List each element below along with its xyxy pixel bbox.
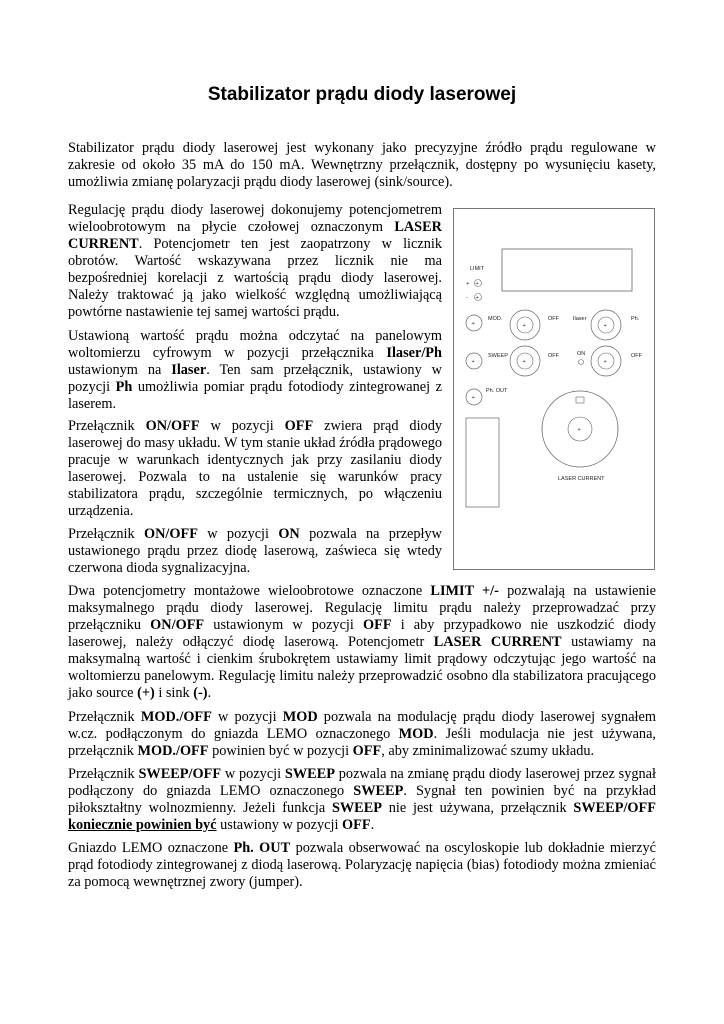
svg-text:+: +: [471, 395, 475, 401]
mod-label: MOD.: [488, 316, 503, 322]
svg-text:+: +: [475, 295, 479, 301]
svg-text:+: +: [603, 359, 607, 365]
on-off-paragraph: Przełącznik ON/OFF w pozycji OFF zwiera prąd diody laserowej do masy układu. W tym stanie układ źródła prądowego pracuje w warunkach identycznych jak przy zasilaniu diody laserowej. Pozwala to na ustalenie się warunków pracy stabilizatora prądu, szczególnie termicznych, po włączeniu urządzenia.: [68, 418, 442, 519]
limit-minus-label: -: [466, 295, 468, 301]
limit-paragraph: Dwa potencjometry montażowe wieloobrotowe oznaczone LIMIT +/- pozwalają na ustawienie maksymalnego prądu diody laserowej. Regulację limitu prądu należy przeprowadzać przy przełączniku ON/OFF ustawionym w pozycji OFF i aby przypadkowo nie uszkodzić diody laserowej, należy odłączyć diodę laserową. Potencjometr LASER CURRENT ustawiamy na maksymalną wartość i cienkim śrubokrętem ustawiamy limit prądowy odczytując jego wartość na woltomierzu panelowym. Regulację limitu należy przeprowadzić osobno dla stabilizatora pracującego jako source (+) i sink (-).: [68, 583, 656, 701]
intro-paragraph: Stabilizator prądu diody laserowej jest wykonany jako precyzyjne źródło prądu regulowane w zakresie od około 35 mA do 150 mA. Wewnętrzny przełącznik, dostępny po wysunięciu kasety, umożliwia zmianę polaryzacji prądu diody laserowej (sink/source).: [68, 140, 656, 190]
front-panel-diagram: [453, 208, 655, 570]
on-paragraph: Przełącznik ON/OFF w pozycji ON pozwala na przepływ ustawionego prądu przez diodę laserową, zaświeca się wtedy czerwona dioda sygnalizacyjna.: [68, 526, 442, 576]
ph-out-paragraph: Gniazdo LEMO oznaczone Ph. OUT pozwala obserwować na oscyloskopie lub dokładnie mierzyć prąd fotodiody zintegrowanej z diodą laserową. Polaryzację napięcia (bias) fotodiody można zmieniać za pomocą wewnętrznej zwory (jumper).: [68, 840, 656, 890]
laser-current-paragraph: Regulację prądu diody laserowej dokonujemy potencjometrem wieloobrotowym na płycie czołowej oznaczonym LASER CURRENT. Potencjometr ten jest zaopatrzony w licznik obrotów. Wartość wskazywana przez licznik nie ma bezpośredniej korelacji z wartością prądu diody laserowej. Należy traktować ją jako wielkość względną umożliwiającą powtórne nastawienie tej samej wartości prądu.: [68, 202, 442, 320]
laser-current-indicator: [576, 397, 584, 403]
ph-out-label: Ph. OUT: [486, 388, 508, 394]
ilaser-ph-paragraph: Ustawioną wartość prądu można odczytać na panelowym woltomierzu cyfrowym w pozycji przełącznika Ilaser/Ph ustawionym na Ilaser. Ten sam przełącznik, ustawiony w pozycji Ph umożliwia pomiar prądu fotodiody zintegrowanej z laserem.: [68, 328, 442, 412]
ph-label: Ph.: [631, 316, 640, 322]
svg-text:+: +: [577, 427, 581, 433]
limit-label: LIMIT: [470, 266, 485, 272]
mod-paragraph: Przełącznik MOD./OFF w pozycji MOD pozwala na modulację prądu diody laserowej sygnałem w.cz. podłączonym do gniazda LEMO oznaczonego MOD. Jeśli modulacja nie jest używana, przełącznik MOD./OFF powinien być w pozycji OFF, aby zminimalizować szumy układu.: [68, 709, 656, 759]
display-window: [502, 249, 632, 291]
on-off-label: OFF: [631, 353, 642, 359]
sweep-label: SWEEP: [488, 353, 508, 359]
mod-off-label: OFF: [548, 316, 559, 322]
counter-window: [466, 418, 499, 507]
page-title: Stabilizator prądu diody laserowej: [207, 84, 517, 105]
svg-text:+: +: [603, 323, 607, 329]
sweep-off-label: OFF: [548, 353, 559, 359]
ilaser-label: Ilaser: [573, 316, 587, 322]
svg-text:+: +: [522, 359, 526, 365]
laser-current-label: LASER CURRENT: [558, 476, 605, 482]
svg-text:+: +: [471, 359, 475, 365]
svg-text:+: +: [522, 323, 526, 329]
svg-text:+: +: [471, 321, 475, 327]
sweep-paragraph: Przełącznik SWEEP/OFF w pozycji SWEEP pozwala na zmianę prądu diody laserowej przez sygnał podłączony do gniazda LEMO oznaczonego SWEEP. Sygnał ten powinien być na przykład piłokształtny wolnozmienny. Jeżeli funkcja SWEEP nie jest używana, przełącznik SWEEP/OFF koniecznie powinien być ustawiony w pozycji OFF.: [68, 766, 657, 833]
limit-plus-label: +: [466, 281, 470, 287]
svg-text:+: +: [475, 281, 479, 287]
on-label: ON: [577, 351, 586, 357]
on-led: [579, 360, 584, 365]
